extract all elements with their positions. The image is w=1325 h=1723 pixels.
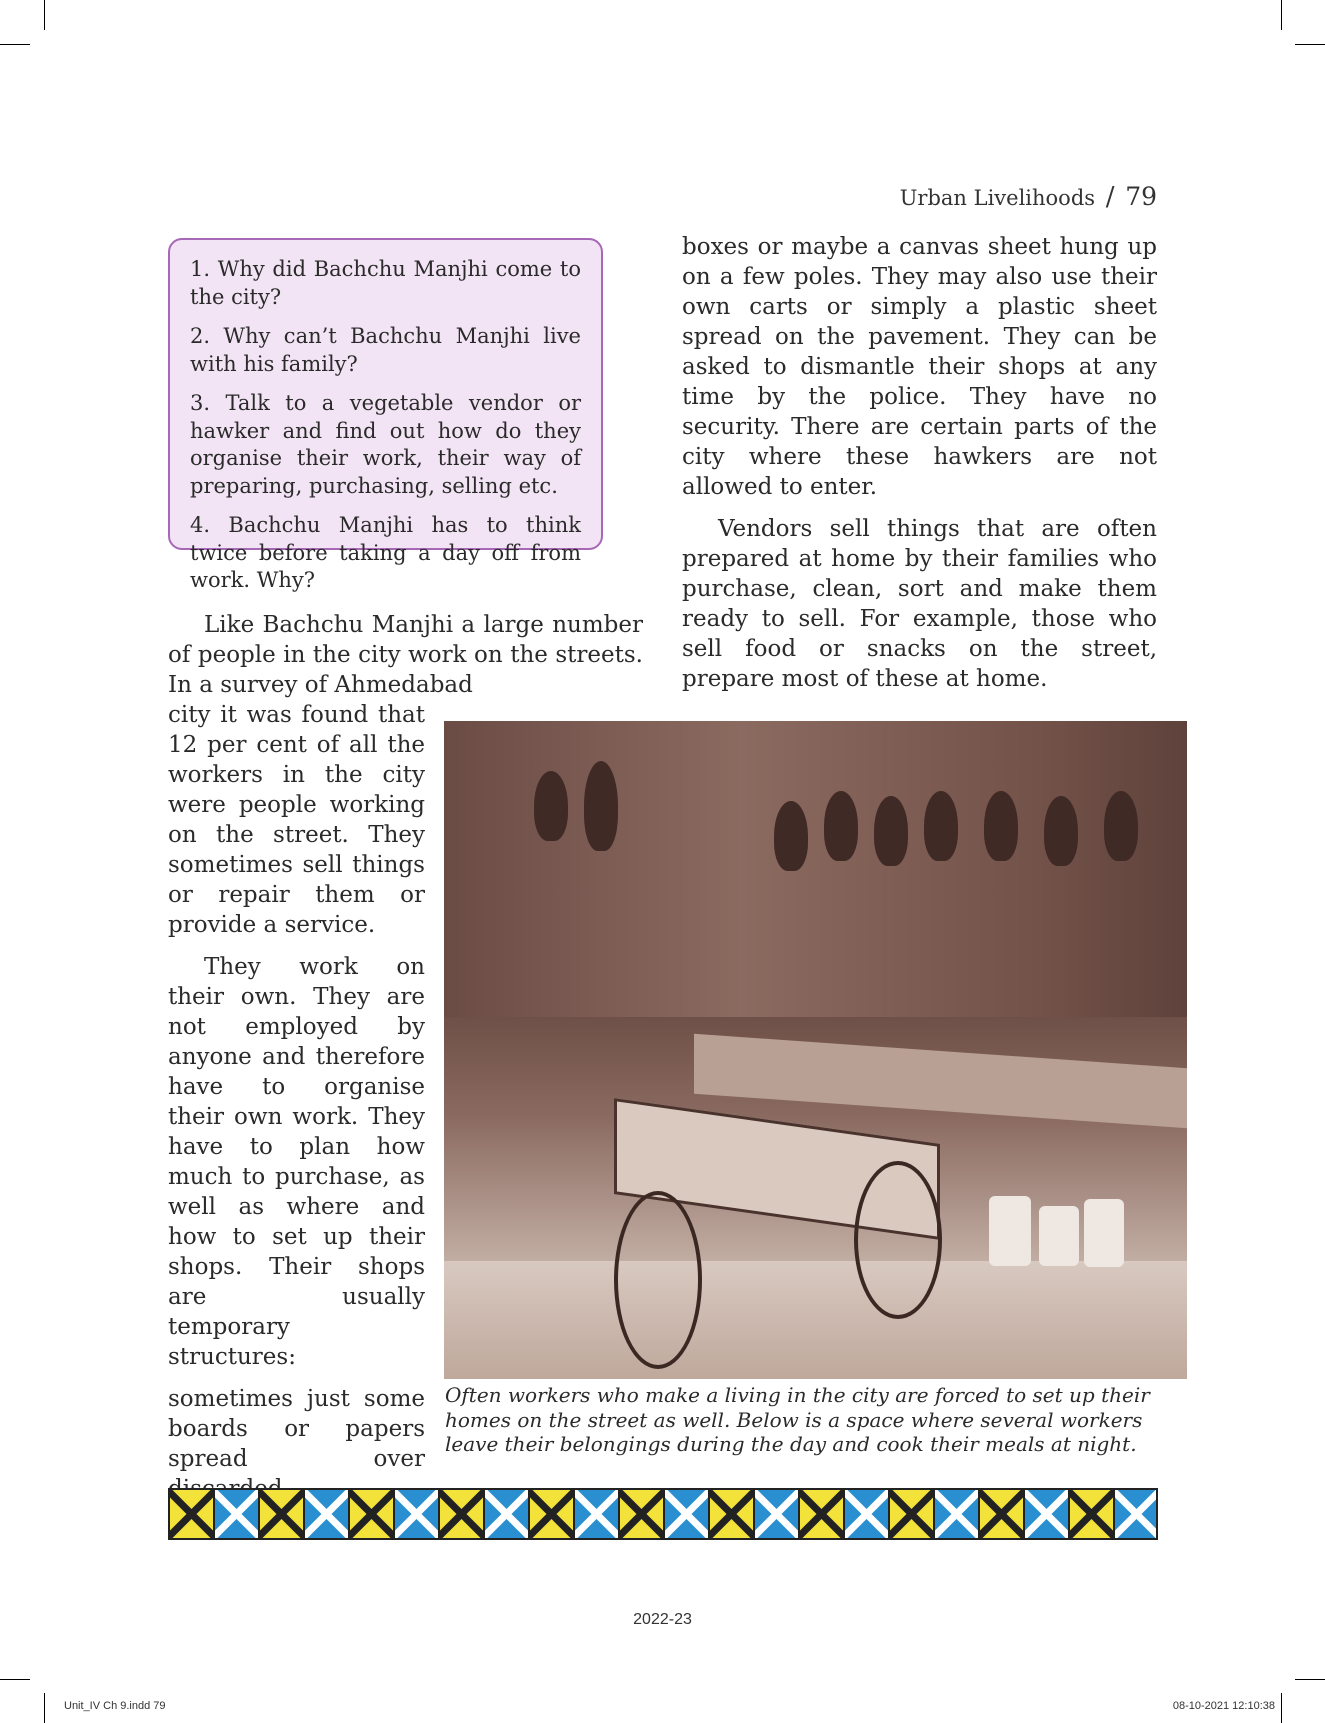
body-paragraph: city it was found that 12 per cent of all the workers in the city were people working on the street. They sometimes sell things or repair them or provide a service. (168, 702, 425, 938)
crop-mark (1281, 0, 1282, 30)
crop-mark (1295, 44, 1325, 45)
photo-floor (444, 1261, 1187, 1379)
hanging-bag (584, 761, 618, 851)
border-tile (710, 1490, 755, 1538)
border-tile (575, 1490, 620, 1538)
cart-wheel (854, 1161, 942, 1319)
border-tile (305, 1490, 350, 1538)
photo-counter (694, 1034, 1187, 1128)
hanging-bag (984, 791, 1018, 861)
right-column (682, 232, 1157, 694)
border-tile (395, 1490, 440, 1538)
jerrycan (1084, 1199, 1124, 1267)
body-paragraph: Vendors sell things that are often prepared at home by their families who purchase, clean, sort and make them ready to sell. For example, those who sell food or snacks on the street, prepare most of these at home. (682, 516, 1157, 692)
jerrycan (989, 1196, 1031, 1266)
border-tile (440, 1490, 485, 1538)
border-tile (170, 1490, 215, 1538)
question-box (168, 238, 603, 592)
border-tile (215, 1490, 260, 1538)
hanging-bag (774, 801, 808, 871)
crop-mark (44, 0, 45, 30)
running-header (900, 182, 1157, 212)
body-paragraph: Like Bachchu Manjhi a large number of people in the city work on the streets. In a survey of Ahmedabad (168, 612, 643, 698)
hanging-bag (824, 791, 858, 861)
photo-wall (444, 721, 1187, 1017)
border-tile (665, 1490, 710, 1538)
hanging-bag (534, 771, 568, 841)
border-tile (980, 1490, 1025, 1538)
hanging-bag (1104, 791, 1138, 861)
question-item: 4. Bachchu Manjhi has to think twice before taking a day off from work. Why? (190, 513, 581, 592)
border-tile (350, 1490, 395, 1538)
left-column-wide (168, 610, 643, 700)
body-paragraph: boxes or maybe a canvas sheet hung up on a few poles. They may also use their own carts or simply a plastic sheet spread on the pavement. They can be asked to dismantle their shops at any time by the police. They have no security. There are certain parts of the city where these hawkers are not allowed to enter. (682, 234, 1157, 500)
cart-wheel (614, 1191, 702, 1369)
border-tile (620, 1490, 665, 1538)
question-item: 2. Why can’t Bachchu Manjhi live with his family? (190, 324, 581, 376)
crop-mark (1281, 1693, 1282, 1723)
border-tile (1025, 1490, 1070, 1538)
crop-mark (44, 1693, 45, 1723)
border-tile (530, 1490, 575, 1538)
page-number: 79 (1125, 182, 1157, 211)
crop-mark (0, 44, 30, 45)
chapter-title: Urban Livelihoods (899, 186, 1096, 210)
print-slug-date: 08-10-2021 12:10:38 (1172, 1700, 1275, 1712)
border-tile (1070, 1490, 1115, 1538)
street-workers-photo (444, 721, 1187, 1379)
crop-mark (0, 1679, 30, 1680)
body-paragraph: They work on their own. They are not employed by anyone and therefore have to organise their own work. They have to plan how much to purchase, as well as where and how to set up their shops. Their shops are usually temporary structures: (168, 954, 425, 1370)
border-tile (755, 1490, 800, 1538)
question-item: 1. Why did Bachchu Manjhi come to the city? (190, 257, 581, 309)
border-tile (485, 1490, 530, 1538)
border-tile (890, 1490, 935, 1538)
border-tile (800, 1490, 845, 1538)
question-item: 3. Talk to a vegetable vendor or hawker and find out how do they organise their work, their way of preparing, purchasing, selling etc. (190, 391, 581, 498)
border-tile (935, 1490, 980, 1538)
figure-caption: Often workers who make a living in the city are forced to set up their homes on the street as well. Below is a space where several workers leave their belongings during the day and cook their meals at night. (445, 1383, 1150, 1456)
decorative-border (168, 1488, 1158, 1540)
body-paragraph: sometimes just some boards or papers spread over (168, 1386, 425, 1472)
hanging-bag (1044, 796, 1078, 866)
jerrycan (1039, 1206, 1079, 1266)
print-slug-file: Unit_IV Ch 9.indd 79 (64, 1700, 166, 1712)
hanging-bag (924, 791, 958, 861)
academic-year: 2022-23 (633, 1611, 692, 1628)
hanging-bag (874, 796, 908, 866)
border-tile (260, 1490, 305, 1538)
header-separator: / (1105, 182, 1115, 212)
border-tile (1115, 1490, 1158, 1538)
crop-mark (1295, 1679, 1325, 1680)
left-column-narrow (168, 700, 425, 1504)
border-tile (845, 1490, 890, 1538)
